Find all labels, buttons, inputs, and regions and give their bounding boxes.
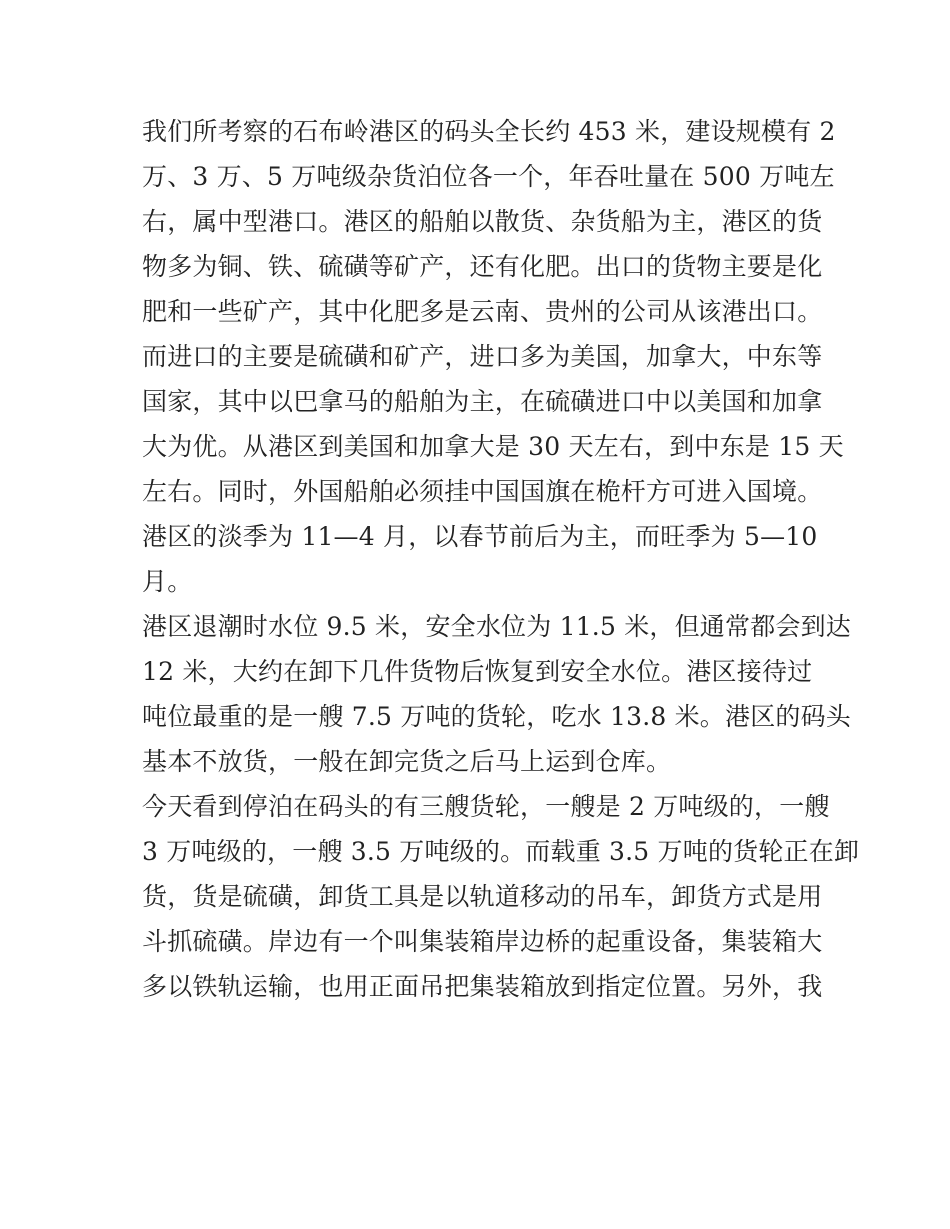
text-line: 大为优。从港区到美国和加拿大是 30 天左右，到中东是 15 天 [142,432,844,461]
text-line: 多以铁轨运输，也用正面吊把集装箱放到指定位置。另外，我 [142,972,823,1001]
text-line: 12 米，大约在卸下几件货物后恢复到安全水位。港区接待过 [142,657,813,686]
text-line: 基本不放货，一般在卸完货之后马上运到仓库。 [142,747,672,776]
paragraph-port-overview [142,109,844,604]
text-line: 货，货是硫磺，卸货工具是以轨道移动的吊车，卸货方式是用 [142,882,823,911]
text-line: 国家，其中以巴拿马的船舶为主，在硫磺进口中以美国和加拿 [142,387,823,416]
paragraph-ships-today [142,784,860,1009]
text-line: 左右。同时，外国船舶必须挂中国国旗在桅杆方可进入国境。 [142,477,823,506]
text-line: 而进口的主要是硫磺和矿产，进口多为美国，加拿大，中东等 [142,342,823,371]
text-line: 今天看到停泊在码头的有三艘货轮，一艘是 2 万吨级的，一艘 [142,792,830,821]
text-line: 右，属中型港口。港区的船舶以散货、杂货船为主，港区的货 [142,207,823,236]
text-line: 3 万吨级的，一艘 3.5 万吨级的。而载重 3.5 万吨的货轮正在卸 [142,837,860,866]
text-line: 肥和一些矿产，其中化肥多是云南、贵州的公司从该港出口。 [142,297,823,326]
text-line: 吨位最重的是一艘 7.5 万吨的货轮，吃水 13.8 米。港区的码头 [142,702,852,731]
text-line: 物多为铜、铁、硫磺等矿产，还有化肥。出口的货物主要是化 [142,252,823,281]
document-body [142,109,860,1009]
paragraph-water-levels [142,604,852,784]
text-line: 月。 [142,567,193,596]
text-line: 我们所考察的石布岭港区的码头全长约 453 米，建设规模有 2 [142,117,836,146]
text-line: 斗抓硫磺。岸边有一个叫集装箱岸边桥的起重设备，集装箱大 [142,927,823,956]
text-line: 港区退潮时水位 9.5 米，安全水位为 11.5 米，但通常都会到达 [142,612,852,641]
text-line: 万、3 万、5 万吨级杂货泊位各一个，年吞吐量在 500 万吨左 [142,162,835,191]
text-line: 港区的淡季为 11—4 月，以春节前后为主，而旺季为 5—10 [142,522,818,551]
